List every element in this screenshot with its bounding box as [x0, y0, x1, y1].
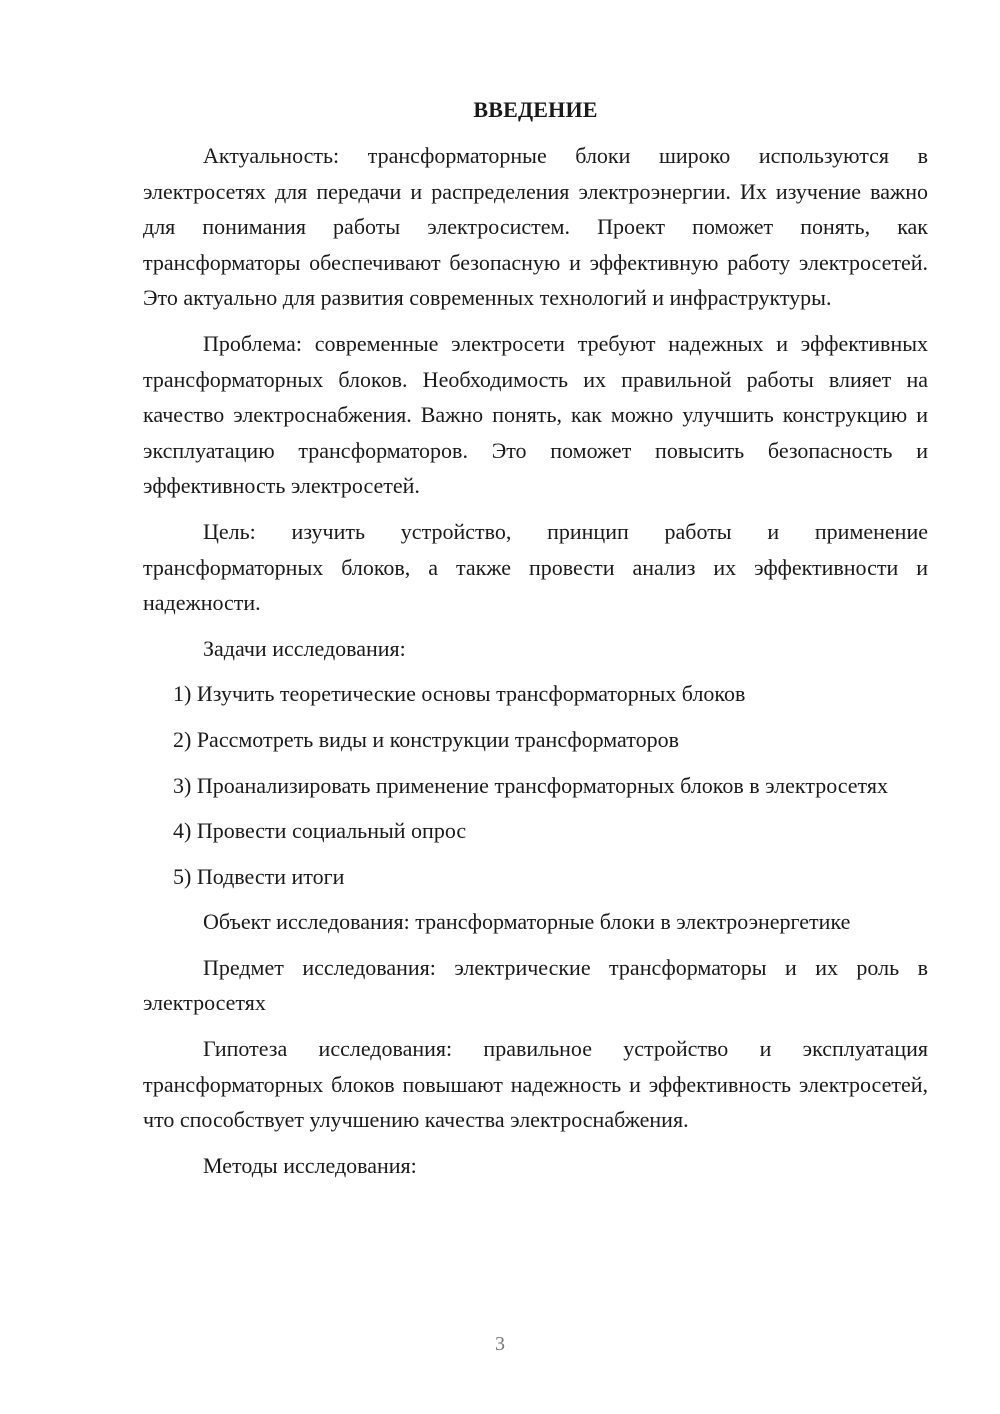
task-item-5: 5) Подвести итоги — [173, 863, 345, 889]
paragraph-object: Объект исследования: трансформаторные блоки в электроэнергетике — [203, 909, 851, 935]
paragraph-relevance: Актуальность: трансформаторные блоки широко используются в электросетях для передачи и распределения электроэнергии. Их изучение важно для понимания работы электросистем. Проект поможет понять, как трансформаторы обеспечивают безопасную и эффективную работу электросетей. Это актуально для развития современных технологий и инфраструктуры. — [143, 143, 928, 311]
page-title: ВВЕДЕНИЕ — [473, 97, 598, 122]
paragraph-tasks-heading: Задачи исследования: — [203, 635, 406, 661]
paragraph-methods: Методы исследования: — [203, 1152, 417, 1178]
page-number: 3 — [495, 1333, 505, 1355]
task-item-1: 1) Изучить теоретические основы трансформаторных блоков — [173, 681, 746, 707]
paragraph-problem: Проблема: современные электросети требуют надежных и эффективных трансформаторных блоков. Необходимость их правильной работы влияет на качество электроснабжения. Важно понять, как можно улучшить конструкцию и эксплуатацию трансформаторов. Это поможет повысить безопасность и эффективность электросетей. — [143, 330, 928, 499]
document-page — [143, 94, 928, 1193]
paragraph-hypothesis: Гипотеза исследования: правильное устройство и эксплуатация трансформаторных блоков повышают надежность и эффективность электросетей, что способствует улучшению качества электроснабжения. — [143, 1036, 928, 1133]
paragraph-goal: Цель: изучить устройство, принцип работы и применение трансформаторных блоков, а также провести анализ их эффективности и надежности. — [143, 518, 928, 616]
task-item-3: 3) Проанализировать применение трансформаторных блоков в электросетях — [173, 772, 888, 798]
paragraph-subject: Предмет исследования: электрические трансформаторы и их роль в электросетях — [143, 954, 928, 1016]
task-item-4: 4) Провести социальный опрос — [173, 818, 467, 844]
task-item-2: 2) Рассмотреть виды и конструкции трансформаторов — [173, 726, 679, 752]
